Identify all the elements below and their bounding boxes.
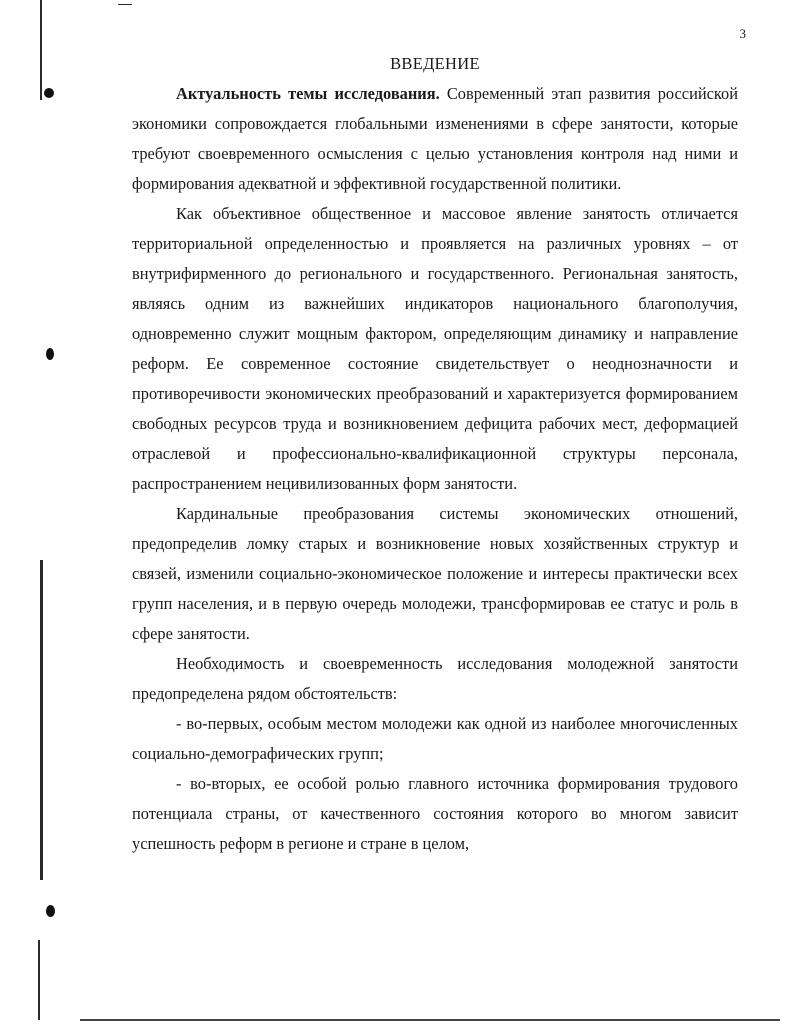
page-title: ВВЕДЕНИЕ bbox=[390, 54, 480, 73]
paragraph-relevance bbox=[132, 79, 738, 199]
paragraph-necessity: Необходимость и своевременность исследования молодежной занятости предопределена рядом обстоятельств: bbox=[132, 654, 738, 703]
punch-hole-mark bbox=[46, 905, 55, 917]
list-item: - во-первых, особым местом молодежи как одной из наиболее многочисленных социально-демографических групп; bbox=[132, 714, 738, 763]
punch-hole-mark bbox=[46, 348, 54, 360]
punch-hole-mark bbox=[44, 88, 54, 98]
bottom-edge-line bbox=[80, 1019, 780, 1021]
binding-edge-line bbox=[40, 560, 43, 880]
paragraph-regional-employment: Как объективное общественное и массовое явление занятость отличается территориальной определенностью и проявляется на различных уровнях – от внутрифирменного до регионального и государственного. Региональная занятость, являясь одним из важнейших индикаторов национального благополучия, одновременно служит мощным фактором, определяющим динамику и направление реформ. Ее современное состояние свидетельствует о неоднозначности и противоречивости экономических преобразований и характеризуется формированием свободных ресурсов труда и возникновением дефицита рабочих мест, деформацией отраслевой и профессионально-квалификационной структуры персонала, распространением нецивилизованных форм занятости. bbox=[132, 204, 738, 493]
binding-edge-line bbox=[38, 940, 40, 1020]
relevance-heading: Актуальность темы исследования. bbox=[176, 84, 440, 103]
relevance-text: Современный этап развития российской экономики сопровождается глобальными изменениями в сфере занятости, которые требуют своевременного осмысления с целью установления контроля над ними и формирования адекватной и эффективной государственной политики. bbox=[132, 84, 738, 193]
binding-edge-line bbox=[40, 0, 42, 100]
paragraph-transformations: Кардинальные преобразования системы экономических отношений, предопределив ломку старых и возникновение новых хозяйственных структур и связей, изменили социально-экономическое положение и интересы практически всех групп населения, и в первую очередь молодежи, трансформировав ее статус и роль в сфере занятости. bbox=[132, 504, 738, 643]
page-number: 3 bbox=[739, 26, 746, 41]
body-text bbox=[132, 79, 738, 859]
list-item: - во-вторых, ее особой ролью главного источника формирования трудового потенциала страны, от качественного состояния которого во многом зависит успешность реформ в регионе и стране в целом, bbox=[132, 774, 738, 853]
top-edge-line bbox=[118, 4, 132, 5]
